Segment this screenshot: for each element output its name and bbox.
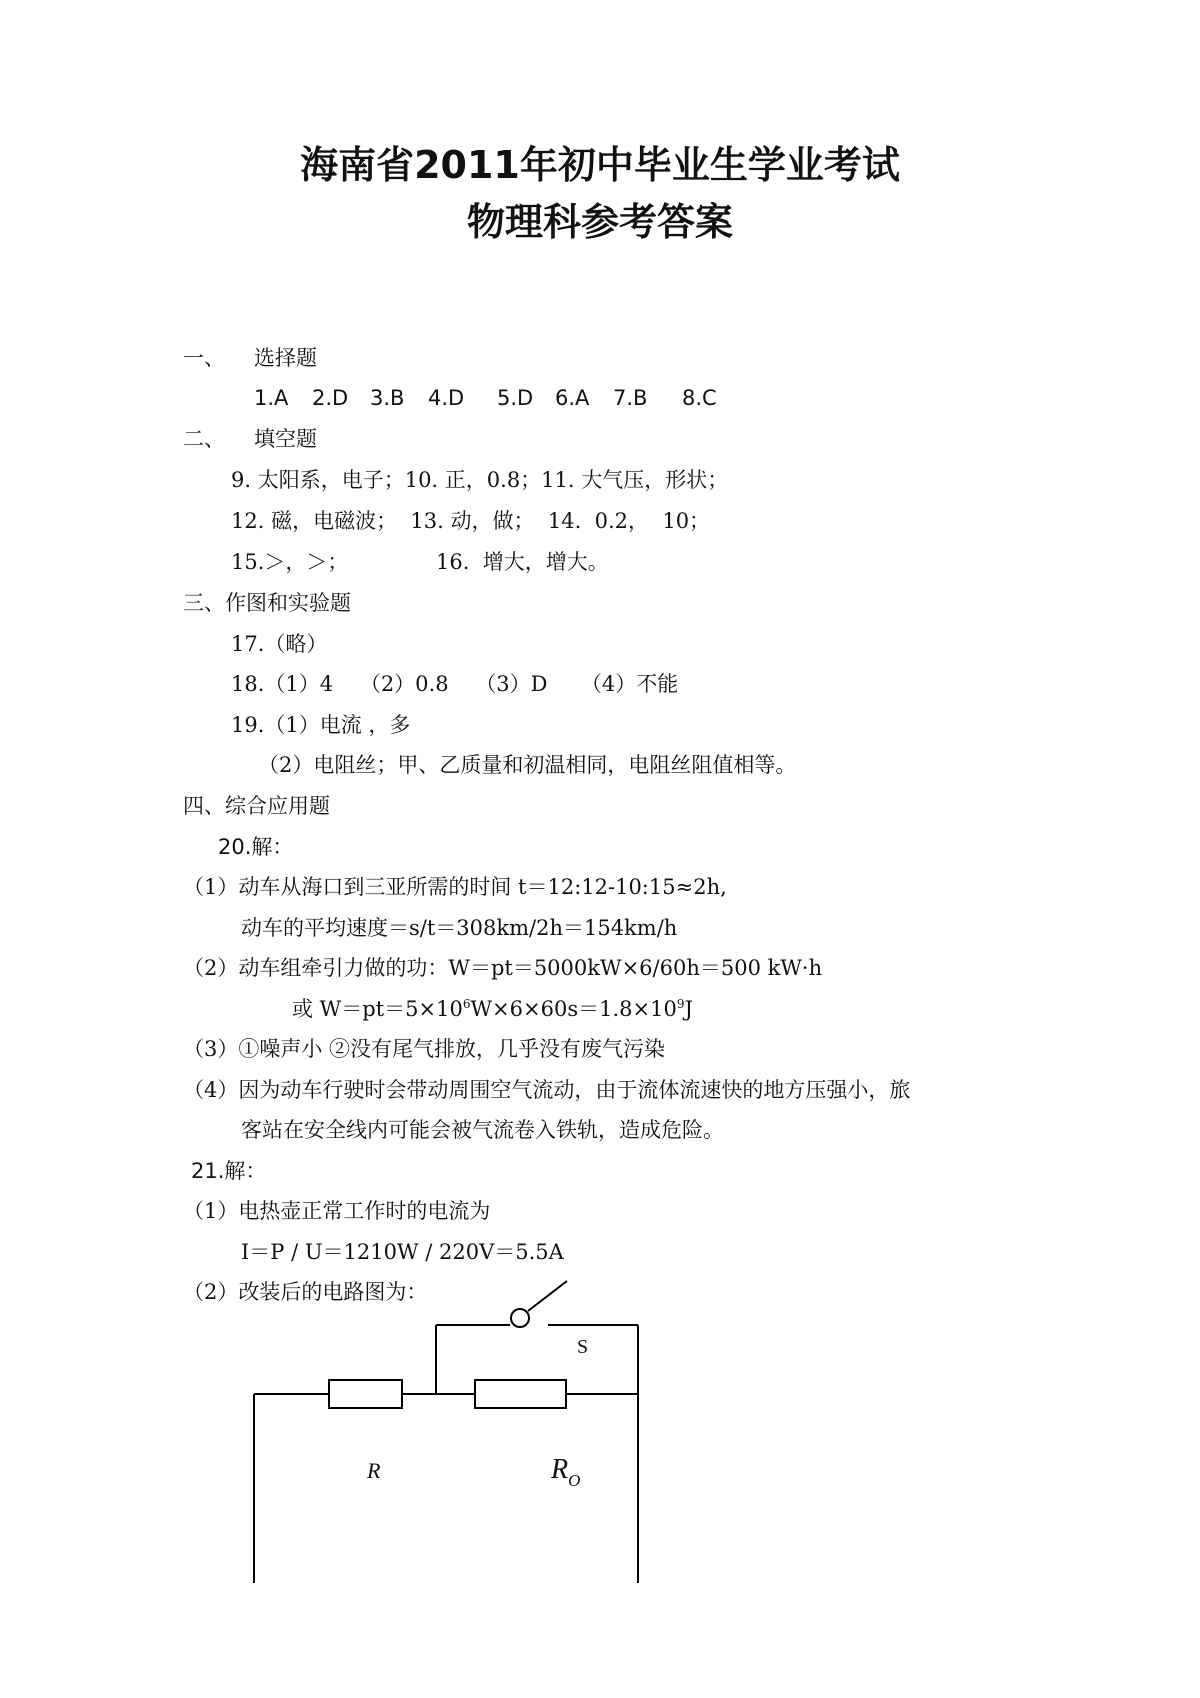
switch-blade	[528, 1281, 567, 1311]
section2-heading-num: 二、	[183, 427, 225, 451]
section2-line-2: 12. 磁，电磁波； 13. 动，做； 14. 0.2， 10；	[231, 509, 711, 533]
q21-1b: I＝P / U＝1210W / 220V＝5.5A	[241, 1240, 564, 1264]
resistor-r	[329, 1380, 402, 1408]
switch-contact	[511, 1309, 529, 1327]
q20-2b-mid: W×6×60s＝1.8×10	[470, 997, 677, 1021]
answer-3: 3.B	[370, 386, 405, 410]
answer-2: 2.D	[312, 386, 349, 410]
section2-heading-text: 填空题	[254, 427, 317, 451]
section1-heading-num: 一、	[183, 346, 225, 370]
title-line-2: 物理科参考答案	[466, 200, 733, 244]
q21-1a: （1）电热壶正常工作时的电流为	[183, 1199, 491, 1223]
section2-line-3b: 16. 增大，增大。	[436, 550, 609, 574]
resistor-r-label	[367, 1458, 380, 1484]
q20-4a: （4）因为动车行驶时会带动周围空气流动，由于流体流速快的地方压强小，旅	[183, 1078, 911, 1102]
q17: 17.（略）	[231, 632, 328, 656]
q20-1a: （1）动车从海口到三亚所需的时间 t＝12:12-10:15≈2h,	[183, 875, 727, 899]
q19-1: 19.（1）电流 ，多	[231, 713, 411, 737]
title-line-1: 海南省2011年初中毕业生学业考试	[300, 143, 900, 187]
answer-8: 8.C	[682, 386, 717, 410]
q20-2b-exp2: 9	[676, 997, 685, 1011]
answer-1: 1.A	[254, 386, 289, 410]
answer-4: 4.D	[428, 386, 465, 410]
section2-line-3a: 15.＞，＞；	[231, 550, 349, 574]
q21-heading: 21.解：	[191, 1159, 267, 1183]
q20-2a: （2）动车组牵引力做的功：W＝pt＝5000kW×6/60h＝500 kW·h	[183, 956, 823, 980]
answer-7: 7.B	[613, 386, 648, 410]
resistor-r0-label-sub: O	[568, 1471, 581, 1490]
section4-heading: 四、综合应用题	[183, 794, 330, 818]
q19-2: （2）电阻丝；甲、乙质量和初温相同，电阻丝阻值相等。	[258, 753, 797, 777]
resistor-r-label-text: R	[367, 1458, 381, 1483]
q21-2: （2）改装后的电路图为：	[183, 1280, 428, 1304]
resistor-r0	[475, 1380, 566, 1408]
q20-4b: 客站在安全线内可能会被气流卷入铁轨，造成危险。	[241, 1118, 724, 1142]
q20-2b-post: J	[684, 997, 693, 1021]
section3-heading: 三、作图和实验题	[183, 591, 351, 615]
section2-line-1: 9. 太阳系，电子；10. 正，0.8；11. 大气压，形状；	[231, 468, 729, 492]
q20-2b-exp1: 6	[462, 997, 471, 1011]
answer-6: 6.A	[555, 386, 590, 410]
q20-heading: 20.解：	[218, 835, 294, 859]
q20-2b-pre: 或 W＝pt＝5×10	[292, 997, 463, 1021]
answer-5: 5.D	[497, 386, 534, 410]
q20-1b: 动车的平均速度＝s/t＝308km/2h＝154km/h	[241, 916, 678, 940]
resistor-r0-label	[551, 1454, 581, 1490]
section1-heading-text: 选择题	[254, 346, 317, 370]
q20-3: （3）①噪声小 ②没有尾气排放，几乎没有废气污染	[183, 1037, 666, 1061]
resistor-r0-label-main: R	[551, 1454, 569, 1485]
switch-label: S	[577, 1336, 589, 1358]
q18: 18.（1）4 （2）0.8 （3）D （4）不能	[231, 672, 679, 696]
